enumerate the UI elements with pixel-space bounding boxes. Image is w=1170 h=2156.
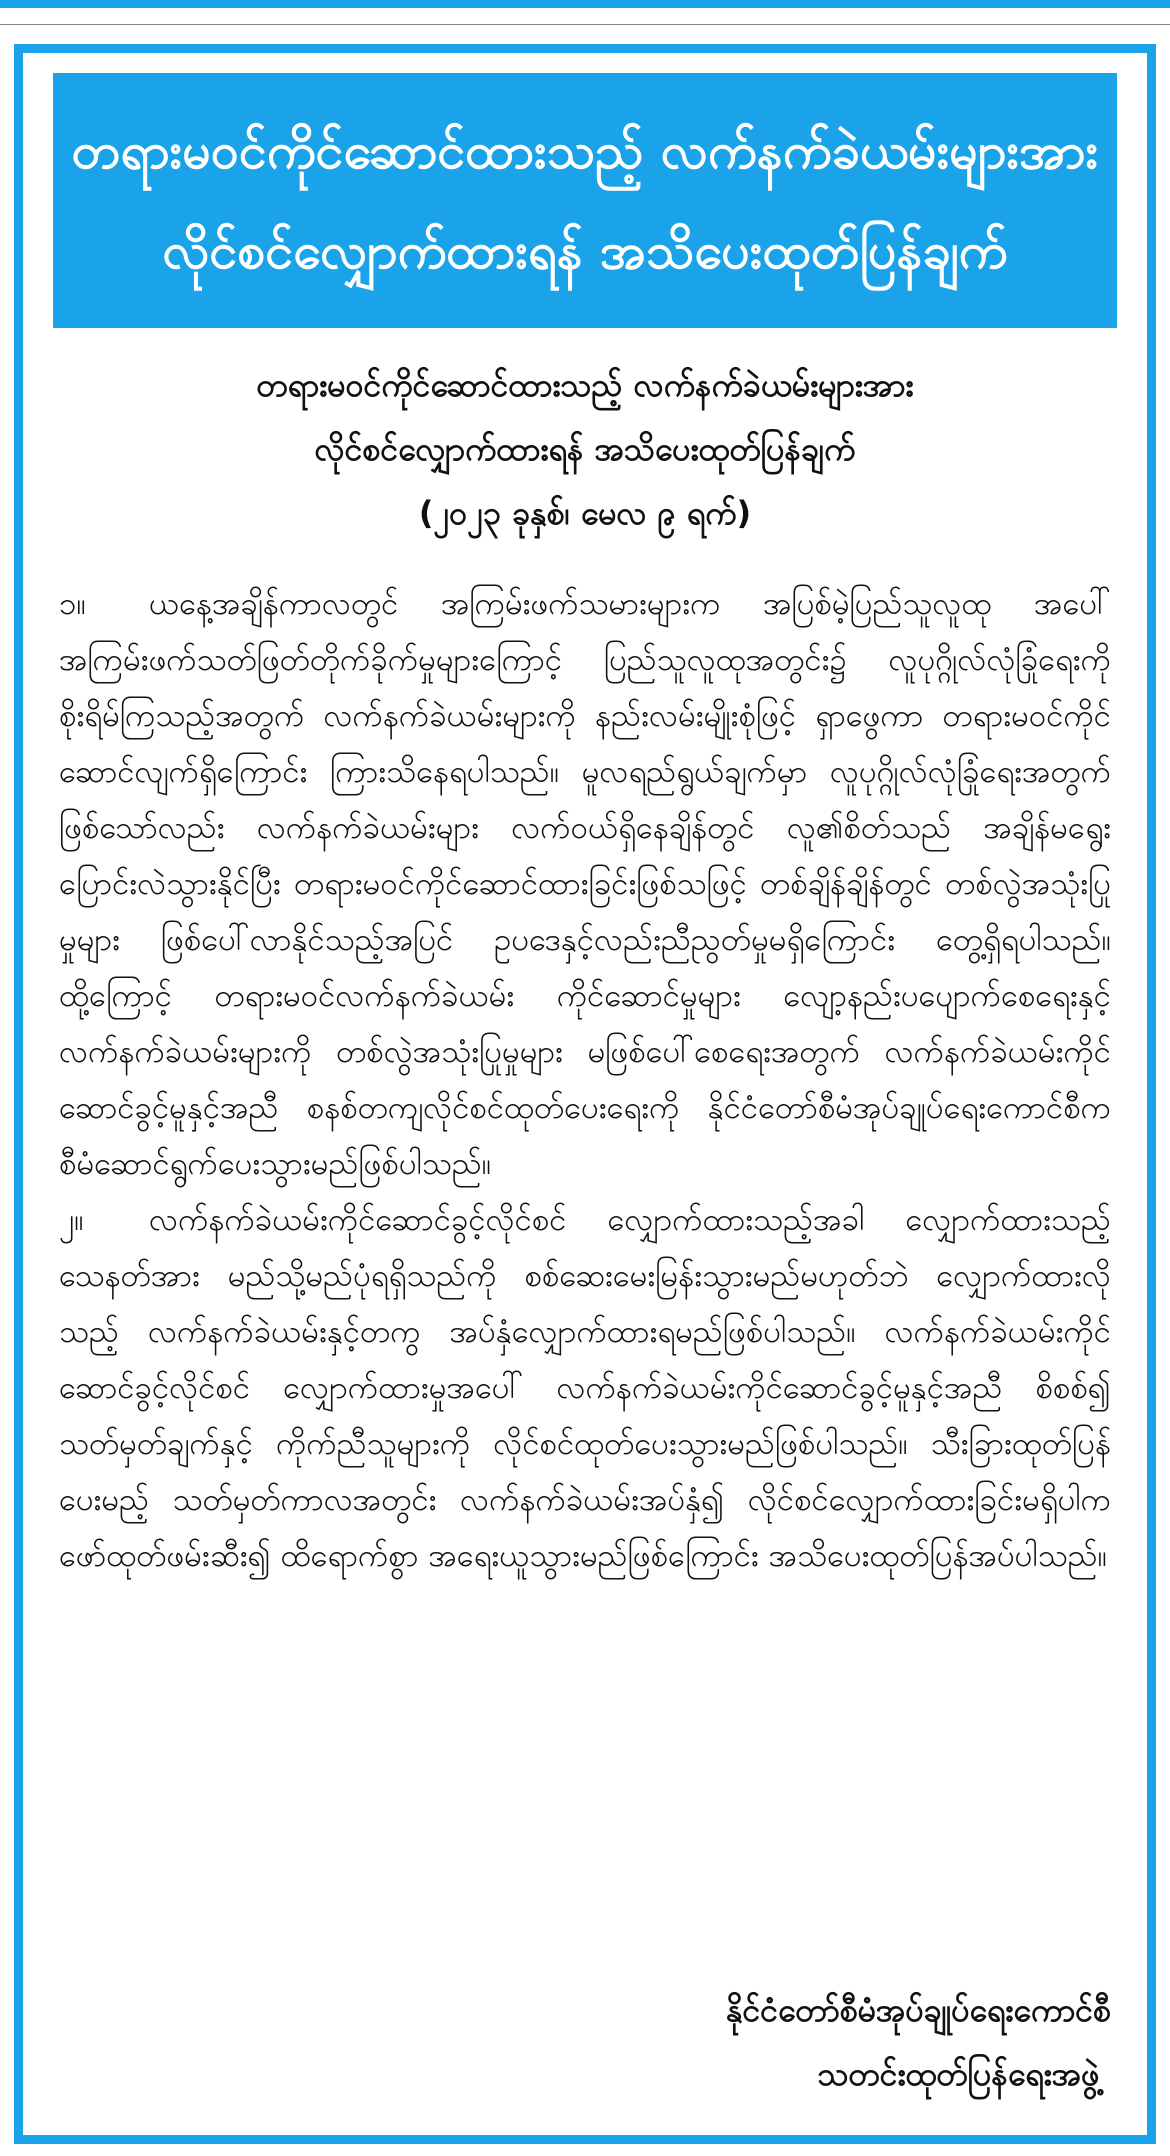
signature-block <box>726 1978 1111 2106</box>
paragraph-1-text: ယနေ့အချိန်ကာလတွင် အကြမ်းဖက်သမားများက အပြစ်မဲ့ပြည်သူလူထု အပေါ် အကြမ်းဖက်သတ်ဖြတ်တိုက်ခိုက်မှုများကြောင့် ပြည်သူလူထုအတွင်း၌ လူပုဂ္ဂိုလ်လုံခြုံရေးကို စိုးရိမ်ကြသည့်အတွက် လက်နက်ခဲယမ်းများကို နည်းလမ်းမျိုးစုံဖြင့် ရှာဖွေကာ တရားမဝင်ကိုင်ဆောင်လျက်ရှိကြောင်း ကြားသိနေရပါသည်။ မူလရည်ရွယ်ချက်မှာ လူပုဂ္ဂိုလ်လုံခြုံရေးအတွက်ဖြစ်သော်လည်း လက်နက်ခဲယမ်းများ လက်ဝယ်ရှိနေချိန်တွင် လူ၏စိတ်သည် အချိန်မရွေးပြောင်းလဲသွားနိုင်ပြီး တရားမဝင်ကိုင်ဆောင်ထားခြင်းဖြစ်သဖြင့် တစ်ချိန်ချိန်တွင် တစ်လွဲအသုံးပြုမှုများ ဖြစ်ပေါ်လာနိုင်သည့်အပြင် ဥပဒေနှင့်လည်းညီညွတ်မှုမရှိကြောင်း တွေ့ရှိရပါသည်။ ထို့ကြောင့် တရားမဝင်လက်နက်ခဲယမ်း ကိုင်ဆောင်မှုများ လျော့နည်းပပျောက်စေရေးနှင့် လက်နက်ခဲယမ်းများကို တစ်လွဲအသုံးပြုမှုများ မဖြစ်ပေါ်စေရေးအတွက် လက်နက်ခဲယမ်းကိုင်ဆောင်ခွင့်မူနှင့်အညီ စနစ်တကျလိုင်စင်ထုတ်ပေးရေးကို နိုင်ငံတော်စီမံအုပ်ချုပ်ရေးကောင်စီက စီမံဆောင်ရွက်ပေးသွားမည်ဖြစ်ပါသည်။ <box>59 586 1111 1182</box>
signature-issuer: နိုင်ငံတော်စီမံအုပ်ချုပ်ရေးကောင်စီ <box>726 1991 1111 2029</box>
top-accent-rule <box>0 0 1170 8</box>
headline-line-1: တရားမဝင်ကိုင်ဆောင်ထားသည့် လက်နက်ခဲယမ်းများအား <box>71 121 1099 180</box>
paragraph-2-number: ၂။ <box>59 1202 84 1238</box>
announcement-frame <box>14 44 1156 2144</box>
signature-team: သတင်းထုတ်ပြန်ရေးအဖွဲ့ <box>817 2055 1100 2093</box>
announcement-body <box>59 576 1111 1584</box>
headline-line-2: လိုင်စင်လျှောက်ထားရန် အသိပေးထုတ်ပြန်ချက် <box>162 221 1008 280</box>
announcement-title-block <box>53 353 1117 545</box>
announcement-date: (၂၀၂၃ ခုနှစ်၊ မေလ ၉ ရက်) <box>418 494 752 532</box>
headline-banner <box>53 73 1117 328</box>
paragraph-2-text: လက်နက်ခဲယမ်းကိုင်ဆောင်ခွင့်လိုင်စင် လျှောက်ထားသည့်အခါ လျှောက်ထားသည့် သေနတ်အား မည်သို့မည်ပုံရရှိသည်ကို စစ်ဆေးမေးမြန်းသွားမည်မဟုတ်ဘဲ လျှောက်ထားလိုသည့် လက်နက်ခဲယမ်းနှင့်တကွ အပ်နှံလျှောက်ထားရမည်ဖြစ်ပါသည်။ လက်နက်ခဲယမ်းကိုင်ဆောင်ခွင့်လိုင်စင် လျှောက်ထားမှုအပေါ် လက်နက်ခဲယမ်းကိုင်ဆောင်ခွင့်မူနှင့်အညီ စိစစ်၍ သတ်မှတ်ချက်နှင့် ကိုက်ညီသူများကို လိုင်စင်ထုတ်ပေးသွားမည်ဖြစ်ပါသည်။ သီးခြားထုတ်ပြန်ပေးမည့် သတ်မှတ်ကာလအတွင်း လက်နက်ခဲယမ်းအပ်နှံ၍ လိုင်စင်လျှောက်ထားခြင်းမရှိပါက ဖော်ထုတ်ဖမ်းဆီး၍ ထိရောက်စွာ အရေးယူသွားမည်ဖြစ်ကြောင်း အသိပေးထုတ်ပြန်အပ်ပါသည်။ <box>59 1202 1111 1574</box>
paragraph-1-number: ၁။ <box>59 586 86 622</box>
top-divider <box>0 24 1170 25</box>
announcement-title-line-1: တရားမဝင်ကိုင်ဆောင်ထားသည့် လက်နက်ခဲယမ်းများအား <box>256 366 914 404</box>
announcement-title-line-2: လိုင်စင်လျှောက်ထားရန် အသိပေးထုတ်ပြန်ချက် <box>314 430 856 468</box>
paragraph-2 <box>59 1192 1111 1584</box>
paragraph-1 <box>59 576 1111 1192</box>
